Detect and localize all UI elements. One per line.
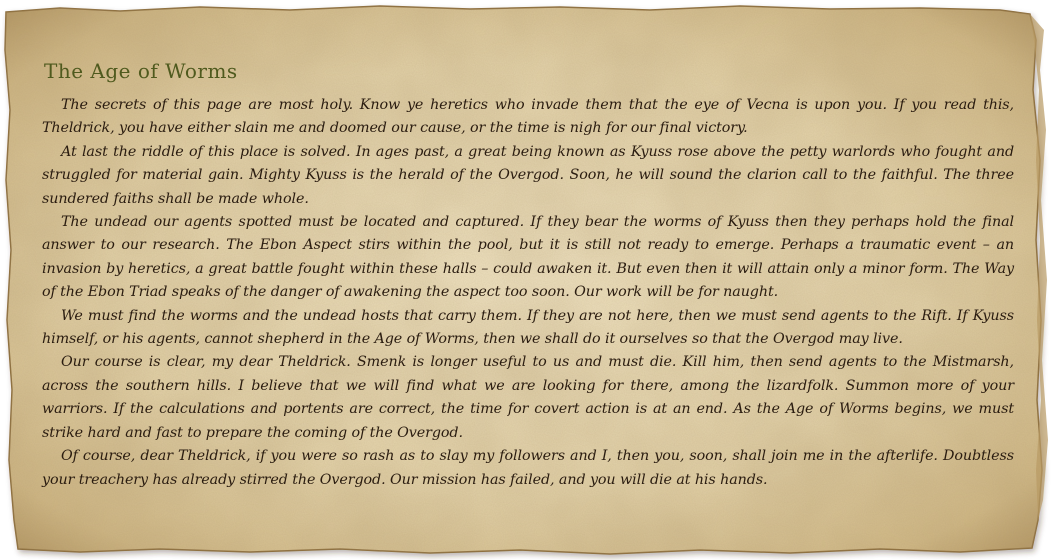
paragraph-6: Of course, dear Theldrick, if you were so rash as to slay my followers and I, then you, soon, shall join me in the afterlife. Doubtless your treachery has already stirred the Overgod. Our mission has failed, and you will die at his hands. (42, 448, 1014, 488)
paragraph-3: The undead our agents spotted must be located and captured. If they bear the worms of Kyuss then they perhaps hold the final answer to our research. The Ebon Aspect stirs within the pool, but it is still not ready to emerge. Perhaps a traumatic event – an invasion by heretics, a great battle fought within these halls – could awaken it. But even then it will attain only a minor form. The Way of the Ebon Triad speaks of the danger of awakening the aspect too soon. Our work will be for naught. (42, 214, 1014, 301)
paragraph-2: At last the riddle of this place is solved. In ages past, a great being known as Kyuss rose above the petty warlords who fought and struggled for material gain. Mighty Kyuss is the herald of the Overgod. Soon, he will sound the clarion call to the faithful. The three sundered faiths shall be made whole. (42, 143, 1014, 207)
paragraph-4: We must find the worms and the undead hosts that carry them. If they are not here, then we must send agents to the Rift. If Kyuss himself, or his agents, cannot shepherd in the Age of Worms, then we shall do it ourselves so that the Overgod may live. (42, 307, 1014, 348)
document-body (42, 58, 1014, 492)
page-title: The Age of Worms (44, 59, 238, 83)
paragraph-1: The secrets of this page are most holy. Know ye heretics who invade them that the eye of Vecna is upon you. If you read this, Theldrick, you have either slain me and doomed our cause, or the time is nigh for our final victory. (42, 97, 1014, 137)
paragraph-5: Our course is clear, my dear Theldrick. Smenk is longer useful to us and must die. Kill him, then send agents to the Mistmarsh, across the southern hills. I believe that we will find what we are looking for there, among the lizardfolk. Summon more of your warriors. If the calculations and portents are correct, the time for covert action is at an end. As the Age of Worms begins, we must strike hard and fast to prepare the coming of the Overgod. (42, 354, 1014, 441)
